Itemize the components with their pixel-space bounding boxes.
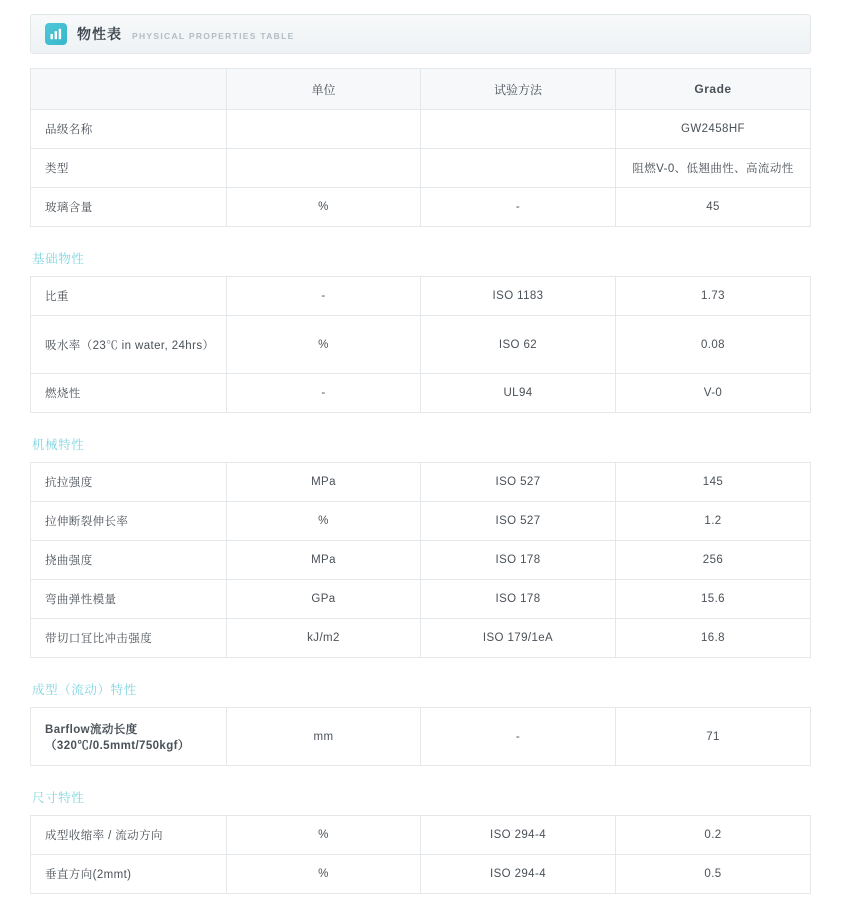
table-header-row xyxy=(31,69,811,110)
property-method: - xyxy=(421,188,616,227)
properties-tables xyxy=(30,68,811,894)
table-row xyxy=(31,110,811,149)
properties-table-wrapper xyxy=(30,707,811,766)
property-name: 品级名称 xyxy=(31,110,227,149)
table-row xyxy=(31,463,811,502)
table-row xyxy=(31,580,811,619)
property-grade-value: 1.2 xyxy=(616,502,811,541)
table-row xyxy=(31,188,811,227)
table-row xyxy=(31,374,811,413)
property-grade-value: 256 xyxy=(616,541,811,580)
properties-table xyxy=(30,276,811,413)
properties-table xyxy=(30,707,811,766)
table-row xyxy=(31,816,811,855)
table-row xyxy=(31,149,811,188)
property-name: 燃烧性 xyxy=(31,374,227,413)
property-unit: % xyxy=(227,855,421,894)
property-grade-value: GW2458HF xyxy=(616,110,811,149)
table-row xyxy=(31,316,811,374)
property-grade-value: 1.73 xyxy=(616,277,811,316)
property-name: 弯曲弹性模量 xyxy=(31,580,227,619)
property-method xyxy=(421,110,616,149)
property-unit: - xyxy=(227,374,421,413)
properties-table-wrapper xyxy=(30,276,811,413)
property-unit: % xyxy=(227,816,421,855)
property-unit: % xyxy=(227,188,421,227)
page-title: 物性表 xyxy=(77,26,122,42)
property-method: ISO 1183 xyxy=(421,277,616,316)
property-grade-value: V-0 xyxy=(616,374,811,413)
property-unit: kJ/m2 xyxy=(227,619,421,658)
chart-bar-icon xyxy=(45,23,67,45)
property-grade-value: 0.08 xyxy=(616,316,811,374)
property-unit: - xyxy=(227,277,421,316)
properties-table-wrapper xyxy=(30,68,811,227)
column-header-2: 试验方法 xyxy=(421,69,616,110)
property-method: ISO 527 xyxy=(421,502,616,541)
properties-table xyxy=(30,462,811,658)
property-method: ISO 294-4 xyxy=(421,816,616,855)
property-grade-value: 阻燃V-0、低翘曲性、高流动性 xyxy=(616,149,811,188)
property-name: 抗拉强度 xyxy=(31,463,227,502)
property-unit: % xyxy=(227,316,421,374)
property-method: ISO 527 xyxy=(421,463,616,502)
column-header-3: Grade xyxy=(616,69,811,110)
property-grade-value: 16.8 xyxy=(616,619,811,658)
property-method xyxy=(421,149,616,188)
property-method: ISO 178 xyxy=(421,541,616,580)
property-unit: MPa xyxy=(227,463,421,502)
property-unit: GPa xyxy=(227,580,421,619)
property-grade-value: 15.6 xyxy=(616,580,811,619)
section-title: 机械特性 xyxy=(32,438,85,452)
property-name: 垂直方向(2mmt) xyxy=(31,855,227,894)
property-method: UL94 xyxy=(421,374,616,413)
property-method: - xyxy=(421,708,616,766)
section-title: 尺寸特性 xyxy=(32,791,85,805)
properties-table-wrapper xyxy=(30,815,811,894)
property-unit xyxy=(227,149,421,188)
property-unit: mm xyxy=(227,708,421,766)
column-header-0 xyxy=(31,69,227,110)
property-unit: MPa xyxy=(227,541,421,580)
table-row xyxy=(31,277,811,316)
property-grade-value: 0.5 xyxy=(616,855,811,894)
property-method: ISO 178 xyxy=(421,580,616,619)
property-name: Barflow流动长度（320℃/0.5mmt/750kgf） xyxy=(31,708,227,766)
property-name: 吸水率（23℃ in water, 24hrs） xyxy=(31,316,227,374)
page-subtitle: PHYSICAL PROPERTIES TABLE xyxy=(132,30,295,41)
table-row xyxy=(31,855,811,894)
property-method: ISO 62 xyxy=(421,316,616,374)
properties-table xyxy=(30,815,811,894)
table-row xyxy=(31,619,811,658)
property-name: 类型 xyxy=(31,149,227,188)
section-title: 成型（流动）特性 xyxy=(32,683,137,697)
table-row xyxy=(31,541,811,580)
property-name: 比重 xyxy=(31,277,227,316)
property-unit: % xyxy=(227,502,421,541)
property-method: ISO 179/1eA xyxy=(421,619,616,658)
property-name: 拉伸断裂伸长率 xyxy=(31,502,227,541)
property-unit xyxy=(227,110,421,149)
page-banner xyxy=(30,14,811,54)
property-grade-value: 71 xyxy=(616,708,811,766)
properties-table-wrapper xyxy=(30,462,811,658)
property-grade-value: 145 xyxy=(616,463,811,502)
table-row xyxy=(31,502,811,541)
property-name: 成型收缩率 / 流动方向 xyxy=(31,816,227,855)
property-name: 玻璃含量 xyxy=(31,188,227,227)
properties-table xyxy=(30,68,811,227)
property-grade-value: 45 xyxy=(616,188,811,227)
property-method: ISO 294-4 xyxy=(421,855,616,894)
section-title: 基础物性 xyxy=(32,252,85,266)
property-name: 带切口冝比冲击强度 xyxy=(31,619,227,658)
column-header-1: 单位 xyxy=(227,69,421,110)
table-row xyxy=(31,708,811,766)
property-name: 挠曲强度 xyxy=(31,541,227,580)
property-grade-value: 0.2 xyxy=(616,816,811,855)
